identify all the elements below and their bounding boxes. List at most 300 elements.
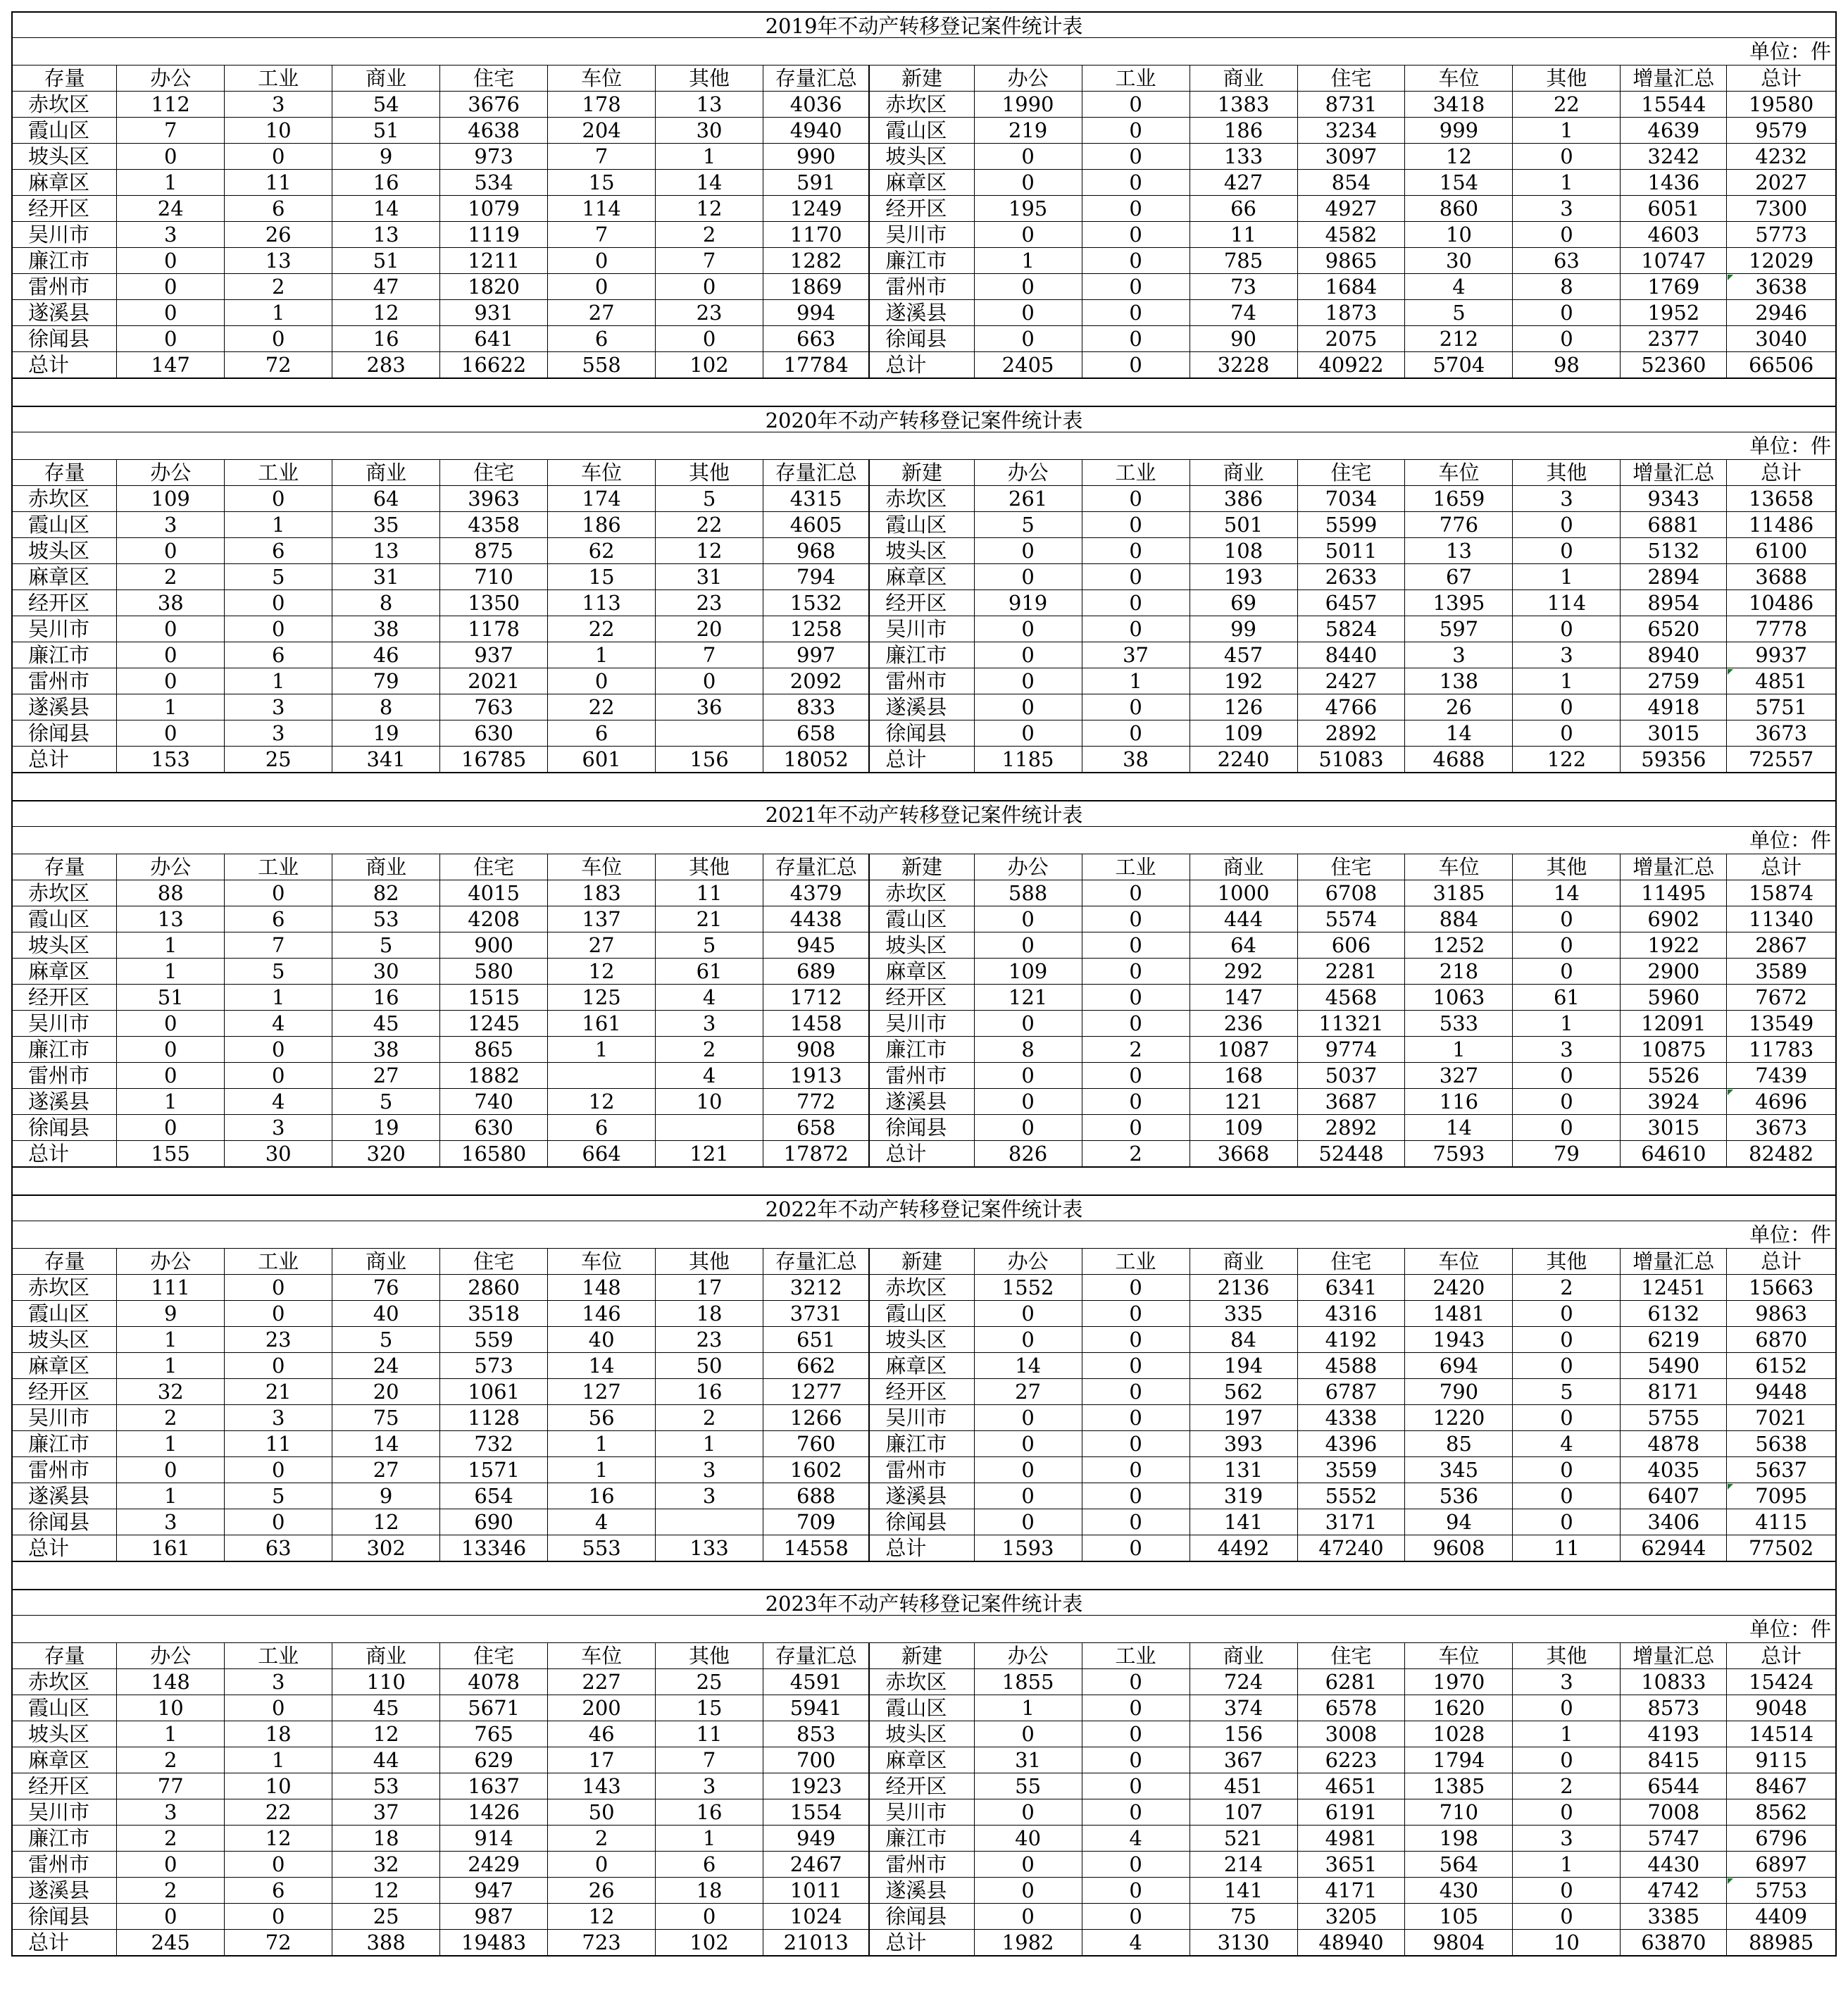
new-cell: 0 xyxy=(1082,1301,1190,1327)
new-cell: 0 xyxy=(974,1011,1082,1037)
new-cell: 74 xyxy=(1190,300,1297,326)
new-cell: 724 xyxy=(1190,1669,1297,1695)
table-row xyxy=(12,590,1836,616)
new-cell: 4430 xyxy=(1621,1852,1727,1878)
stock-cell: 6 xyxy=(225,1878,332,1904)
stock-cell: 17 xyxy=(656,1275,763,1301)
stats-table xyxy=(11,854,1837,1168)
new-cell: 1943 xyxy=(1405,1327,1513,1353)
new-cell: 393 xyxy=(1190,1431,1297,1457)
stock-cell: 147 xyxy=(117,352,225,379)
table-row xyxy=(12,1431,1836,1457)
stock-cell: 75 xyxy=(332,1405,440,1431)
district-name: 廉江市 xyxy=(869,1431,974,1457)
stock-cell: 740 xyxy=(440,1089,548,1115)
table-row xyxy=(12,694,1836,720)
table-row xyxy=(12,1037,1836,1063)
stock-cell: 558 xyxy=(548,352,656,379)
new-cell: 1873 xyxy=(1297,300,1405,326)
table-row xyxy=(12,1457,1836,1483)
grand-total-value: 82482 xyxy=(1748,1142,1814,1166)
new-cell: 0 xyxy=(1082,326,1190,352)
new-cell: 6341 xyxy=(1297,1275,1405,1301)
column-header: 车位 xyxy=(1405,854,1513,880)
new-cell: 6191 xyxy=(1297,1799,1405,1826)
stock-cell: 968 xyxy=(763,538,870,564)
stock-cell: 1282 xyxy=(763,248,870,274)
new-cell: 98 xyxy=(1513,352,1621,379)
district-name: 霞山区 xyxy=(12,1695,117,1721)
stock-cell: 1 xyxy=(656,1431,763,1457)
stock-cell: 37 xyxy=(332,1799,440,1826)
new-cell: 109 xyxy=(1190,720,1297,747)
grand-total-cell xyxy=(1727,959,1836,985)
cell-comment-marker-icon xyxy=(1728,1878,1733,1884)
column-header: 车位 xyxy=(1405,65,1513,92)
stock-cell: 1 xyxy=(225,668,332,694)
stock-cell: 1 xyxy=(548,1037,656,1063)
unit-label: 单位：件 xyxy=(11,827,1837,854)
column-header: 商业 xyxy=(1190,854,1297,880)
stock-cell: 5 xyxy=(332,1089,440,1115)
grand-total-cell xyxy=(1727,1483,1836,1509)
new-cell: 3015 xyxy=(1621,720,1727,747)
stock-cell: 3518 xyxy=(440,1301,548,1327)
new-cell: 186 xyxy=(1190,118,1297,144)
stock-cell: 1820 xyxy=(440,274,548,300)
new-cell: 0 xyxy=(974,1509,1082,1535)
new-cell: 14 xyxy=(1405,1115,1513,1141)
stock-cell: 1913 xyxy=(763,1063,870,1089)
grand-total-cell xyxy=(1727,196,1836,222)
new-cell: 1185 xyxy=(974,747,1082,773)
new-cell: 0 xyxy=(1513,300,1621,326)
new-cell: 4192 xyxy=(1297,1327,1405,1353)
new-cell: 1000 xyxy=(1190,880,1297,906)
new-cell: 5490 xyxy=(1621,1353,1727,1379)
district-name: 坡头区 xyxy=(869,1327,974,1353)
stock-cell: 4 xyxy=(656,1063,763,1089)
new-cell: 66 xyxy=(1190,196,1297,222)
new-cell: 48940 xyxy=(1297,1930,1405,1957)
stock-cell: 794 xyxy=(763,564,870,590)
new-cell: 0 xyxy=(974,300,1082,326)
new-cell: 3171 xyxy=(1297,1509,1405,1535)
new-cell: 0 xyxy=(1082,1852,1190,1878)
table-row xyxy=(12,1509,1836,1535)
new-cell: 0 xyxy=(1082,1115,1190,1141)
new-cell: 12091 xyxy=(1621,1011,1727,1037)
stock-cell: 10 xyxy=(656,1089,763,1115)
stock-cell: 553 xyxy=(548,1535,656,1562)
grand-total-value: 77502 xyxy=(1748,1536,1814,1560)
new-cell: 0 xyxy=(974,1405,1082,1431)
column-header: 办公 xyxy=(974,460,1082,486)
stock-cell: 13346 xyxy=(440,1535,548,1562)
district-name: 吴川市 xyxy=(12,616,117,642)
stock-cell: 0 xyxy=(225,590,332,616)
stock-cell: 22 xyxy=(548,694,656,720)
new-cell: 1990 xyxy=(974,92,1082,118)
district-name: 廉江市 xyxy=(12,1037,117,1063)
grand-total-cell xyxy=(1727,248,1836,274)
district-name: 雷州市 xyxy=(869,1063,974,1089)
new-cell: 6219 xyxy=(1621,1327,1727,1353)
stock-cell: 0 xyxy=(548,668,656,694)
stock-cell: 6 xyxy=(548,1115,656,1141)
new-cell: 5552 xyxy=(1297,1483,1405,1509)
table-row xyxy=(12,616,1836,642)
district-name: 雷州市 xyxy=(12,1063,117,1089)
stock-cell: 6 xyxy=(225,906,332,932)
column-header: 其他 xyxy=(656,1643,763,1669)
table-row xyxy=(12,720,1836,747)
new-cell: 116 xyxy=(1405,1089,1513,1115)
grand-total-cell xyxy=(1727,300,1836,326)
stock-cell: 0 xyxy=(117,274,225,300)
table-row xyxy=(12,932,1836,959)
stock-cell: 125 xyxy=(548,985,656,1011)
new-cell: 0 xyxy=(1082,1089,1190,1115)
column-header: 住宅 xyxy=(1297,1643,1405,1669)
stock-cell: 6 xyxy=(548,326,656,352)
district-name: 经开区 xyxy=(12,985,117,1011)
table-row xyxy=(12,1063,1836,1089)
new-cell: 562 xyxy=(1190,1379,1297,1405)
new-cell: 0 xyxy=(1082,1695,1190,1721)
new-cell: 785 xyxy=(1190,248,1297,274)
column-header: 新建 xyxy=(869,1643,974,1669)
new-cell: 0 xyxy=(1082,932,1190,959)
grand-total-cell xyxy=(1727,1141,1836,1168)
new-cell: 197 xyxy=(1190,1405,1297,1431)
new-cell: 3406 xyxy=(1621,1509,1727,1535)
stock-cell: 4591 xyxy=(763,1669,870,1695)
stock-cell: 156 xyxy=(656,747,763,773)
new-cell: 4688 xyxy=(1405,747,1513,773)
new-cell: 4766 xyxy=(1297,694,1405,720)
column-header: 工业 xyxy=(225,65,332,92)
stock-cell: 0 xyxy=(656,274,763,300)
stock-cell: 20 xyxy=(332,1379,440,1405)
district-name: 廉江市 xyxy=(869,248,974,274)
stock-cell xyxy=(656,720,763,747)
table-row xyxy=(12,1275,1836,1301)
column-header: 商业 xyxy=(332,460,440,486)
stock-cell: 0 xyxy=(225,1852,332,1878)
stock-cell: 875 xyxy=(440,538,548,564)
stock-cell: 3 xyxy=(117,1509,225,1535)
new-cell: 105 xyxy=(1405,1904,1513,1930)
stock-cell: 0 xyxy=(656,668,763,694)
stock-cell: 833 xyxy=(763,694,870,720)
new-cell: 6407 xyxy=(1621,1483,1727,1509)
district-name: 霞山区 xyxy=(12,906,117,932)
stock-cell: 3963 xyxy=(440,486,548,512)
stock-cell: 580 xyxy=(440,959,548,985)
table-row xyxy=(12,248,1836,274)
grand-total-value: 5753 xyxy=(1755,1878,1808,1902)
new-cell: 0 xyxy=(1082,1878,1190,1904)
stock-cell: 3 xyxy=(225,720,332,747)
column-header: 住宅 xyxy=(440,65,548,92)
new-cell: 0 xyxy=(1082,300,1190,326)
new-cell: 0 xyxy=(974,1852,1082,1878)
stock-cell: 1 xyxy=(548,1431,656,1457)
district-name: 坡头区 xyxy=(869,144,974,170)
district-name: 徐闻县 xyxy=(869,720,974,747)
stock-cell: 1211 xyxy=(440,248,548,274)
new-cell: 52360 xyxy=(1621,352,1727,379)
stock-cell: 178 xyxy=(548,92,656,118)
column-header: 新建 xyxy=(869,65,974,92)
new-cell: 109 xyxy=(1190,1115,1297,1141)
new-cell: 0 xyxy=(1082,1535,1190,1562)
stock-cell: 4315 xyxy=(763,486,870,512)
table-row xyxy=(12,92,1836,118)
stock-cell: 7 xyxy=(656,642,763,668)
stock-cell: 663 xyxy=(763,326,870,352)
stock-cell: 1 xyxy=(117,1327,225,1353)
district-name: 赤坎区 xyxy=(12,1669,117,1695)
grand-total-value: 6796 xyxy=(1755,1826,1808,1850)
stock-cell: 0 xyxy=(225,880,332,906)
new-cell: 694 xyxy=(1405,1353,1513,1379)
new-cell: 999 xyxy=(1405,118,1513,144)
new-cell: 0 xyxy=(1082,1747,1190,1773)
stock-cell: 949 xyxy=(763,1826,870,1852)
stock-cell: 2467 xyxy=(763,1852,870,1878)
stock-cell: 13 xyxy=(117,906,225,932)
stock-cell: 630 xyxy=(440,720,548,747)
stock-cell: 4940 xyxy=(763,118,870,144)
stock-cell: 15 xyxy=(548,170,656,196)
new-cell: 0 xyxy=(1513,1878,1621,1904)
stock-cell: 27 xyxy=(548,932,656,959)
table-row xyxy=(12,1379,1836,1405)
stock-cell: 155 xyxy=(117,1141,225,1168)
new-cell: 790 xyxy=(1405,1379,1513,1405)
new-cell: 8440 xyxy=(1297,642,1405,668)
new-cell: 606 xyxy=(1297,932,1405,959)
new-cell: 564 xyxy=(1405,1852,1513,1878)
stock-cell xyxy=(656,1115,763,1141)
grand-total-cell xyxy=(1727,1431,1836,1457)
stock-cell: 113 xyxy=(548,590,656,616)
stock-cell: 186 xyxy=(548,512,656,538)
total-label: 总计 xyxy=(12,1930,117,1957)
new-cell: 5 xyxy=(974,512,1082,538)
column-header: 商业 xyxy=(332,65,440,92)
table-row xyxy=(12,1089,1836,1115)
district-name: 霞山区 xyxy=(869,1301,974,1327)
grand-total-cell xyxy=(1727,985,1836,1011)
stock-cell: 11 xyxy=(656,880,763,906)
grand-total-value: 5637 xyxy=(1755,1458,1808,1482)
new-cell: 0 xyxy=(1082,1379,1190,1405)
grand-total-value: 4232 xyxy=(1755,144,1808,168)
district-name: 遂溪县 xyxy=(869,1483,974,1509)
new-cell: 236 xyxy=(1190,1011,1297,1037)
spreadsheet xyxy=(11,11,1837,1957)
stock-cell: 654 xyxy=(440,1483,548,1509)
district-name: 霞山区 xyxy=(12,1301,117,1327)
stock-cell: 12 xyxy=(225,1826,332,1852)
stock-cell: 245 xyxy=(117,1930,225,1957)
new-cell: 0 xyxy=(1513,1089,1621,1115)
new-cell: 3097 xyxy=(1297,144,1405,170)
new-cell: 374 xyxy=(1190,1695,1297,1721)
new-cell: 5037 xyxy=(1297,1063,1405,1089)
new-cell: 3 xyxy=(1513,642,1621,668)
stock-cell: 5 xyxy=(656,932,763,959)
new-cell: 3559 xyxy=(1297,1457,1405,1483)
new-cell: 0 xyxy=(974,170,1082,196)
grand-total-cell xyxy=(1727,1721,1836,1747)
new-cell: 63870 xyxy=(1621,1930,1727,1957)
total-label: 总计 xyxy=(12,1535,117,1562)
stock-cell: 629 xyxy=(440,1747,548,1773)
new-cell: 0 xyxy=(1082,1011,1190,1037)
new-cell: 0 xyxy=(974,326,1082,352)
district-name: 遂溪县 xyxy=(869,694,974,720)
stock-cell: 1712 xyxy=(763,985,870,1011)
district-name: 经开区 xyxy=(869,590,974,616)
column-header: 车位 xyxy=(548,1249,656,1275)
new-cell: 2892 xyxy=(1297,720,1405,747)
stock-cell: 19483 xyxy=(440,1930,548,1957)
stock-cell: 11 xyxy=(656,1721,763,1747)
column-header: 存量汇总 xyxy=(763,65,870,92)
stock-cell: 5 xyxy=(332,932,440,959)
stock-cell: 0 xyxy=(117,538,225,564)
new-cell: 0 xyxy=(1082,906,1190,932)
new-cell: 4338 xyxy=(1297,1405,1405,1431)
grand-total-value: 10486 xyxy=(1748,591,1814,615)
stock-cell: 16 xyxy=(656,1379,763,1405)
new-cell: 0 xyxy=(1513,906,1621,932)
new-cell: 3668 xyxy=(1190,1141,1297,1168)
new-cell: 1 xyxy=(1405,1037,1513,1063)
new-cell: 2136 xyxy=(1190,1275,1297,1301)
new-cell: 4651 xyxy=(1297,1773,1405,1799)
year-block xyxy=(11,1168,1837,1562)
district-name: 麻章区 xyxy=(869,1747,974,1773)
stock-cell: 19 xyxy=(332,1115,440,1141)
new-cell: 0 xyxy=(1082,248,1190,274)
stock-cell: 760 xyxy=(763,1431,870,1457)
grand-total-value: 11783 xyxy=(1748,1037,1814,1061)
new-cell: 2759 xyxy=(1621,668,1727,694)
new-cell: 47240 xyxy=(1297,1535,1405,1562)
new-cell: 11321 xyxy=(1297,1011,1405,1037)
column-header: 工业 xyxy=(225,854,332,880)
new-cell: 0 xyxy=(974,1799,1082,1826)
new-cell: 0 xyxy=(1082,985,1190,1011)
grand-total-cell xyxy=(1727,1773,1836,1799)
stock-cell: 8 xyxy=(332,590,440,616)
stock-cell: 50 xyxy=(656,1353,763,1379)
column-header: 其他 xyxy=(1513,1249,1621,1275)
new-cell: 860 xyxy=(1405,196,1513,222)
new-cell: 4918 xyxy=(1621,694,1727,720)
stock-cell: 1061 xyxy=(440,1379,548,1405)
cell-comment-marker-icon xyxy=(1728,1484,1733,1490)
stock-cell: 3 xyxy=(117,512,225,538)
stock-cell: 3 xyxy=(225,1115,332,1141)
new-cell: 10 xyxy=(1513,1930,1621,1957)
stock-cell: 2 xyxy=(656,1405,763,1431)
new-cell: 0 xyxy=(1513,694,1621,720)
district-name: 徐闻县 xyxy=(869,1509,974,1535)
stock-cell: 1571 xyxy=(440,1457,548,1483)
new-cell: 0 xyxy=(1513,616,1621,642)
stock-cell: 1 xyxy=(225,300,332,326)
new-cell: 107 xyxy=(1190,1799,1297,1826)
new-cell: 1552 xyxy=(974,1275,1082,1301)
stock-cell: 153 xyxy=(117,747,225,773)
district-name: 遂溪县 xyxy=(12,1483,117,1509)
new-cell: 0 xyxy=(974,222,1082,248)
grand-total-cell xyxy=(1727,1669,1836,1695)
grand-total-value: 7095 xyxy=(1755,1484,1808,1508)
stock-cell: 17 xyxy=(548,1747,656,1773)
column-header: 办公 xyxy=(117,1249,225,1275)
grand-total-cell xyxy=(1727,1826,1836,1852)
new-cell: 2405 xyxy=(974,352,1082,379)
grand-total-value: 14514 xyxy=(1748,1722,1814,1746)
new-cell: 5960 xyxy=(1621,985,1727,1011)
stock-cell: 2 xyxy=(117,564,225,590)
new-cell: 0 xyxy=(1082,1509,1190,1535)
new-cell: 1 xyxy=(1513,668,1621,694)
new-cell: 4492 xyxy=(1190,1535,1297,1562)
new-cell: 2420 xyxy=(1405,1275,1513,1301)
district-name: 徐闻县 xyxy=(12,720,117,747)
grand-total-cell xyxy=(1727,1457,1836,1483)
stock-cell: 0 xyxy=(117,1115,225,1141)
stock-cell: 14 xyxy=(332,1431,440,1457)
grand-total-value: 4851 xyxy=(1755,669,1808,693)
column-header: 住宅 xyxy=(440,460,548,486)
new-cell: 4927 xyxy=(1297,196,1405,222)
district-name: 遂溪县 xyxy=(12,1878,117,1904)
district-name: 廉江市 xyxy=(869,642,974,668)
district-name: 赤坎区 xyxy=(12,1275,117,1301)
stock-cell: 1 xyxy=(117,1353,225,1379)
table-row xyxy=(12,985,1836,1011)
district-name: 经开区 xyxy=(12,1379,117,1405)
stock-cell: 1882 xyxy=(440,1063,548,1089)
new-cell: 8731 xyxy=(1297,92,1405,118)
stock-cell: 10 xyxy=(225,1773,332,1799)
header-row xyxy=(12,854,1836,880)
new-cell: 0 xyxy=(974,1904,1082,1930)
new-cell: 1383 xyxy=(1190,92,1297,118)
new-cell: 4 xyxy=(1405,274,1513,300)
new-cell: 0 xyxy=(1082,1405,1190,1431)
stock-cell: 1 xyxy=(225,1747,332,1773)
new-cell: 0 xyxy=(1082,196,1190,222)
column-header: 工业 xyxy=(1082,65,1190,92)
district-name: 雷州市 xyxy=(869,274,974,300)
stock-cell: 1 xyxy=(117,1483,225,1509)
stock-cell: 26 xyxy=(225,222,332,248)
grand-total-value: 66506 xyxy=(1748,353,1814,377)
new-cell: 0 xyxy=(974,274,1082,300)
header-row xyxy=(12,1249,1836,1275)
new-cell: 0 xyxy=(1513,1457,1621,1483)
